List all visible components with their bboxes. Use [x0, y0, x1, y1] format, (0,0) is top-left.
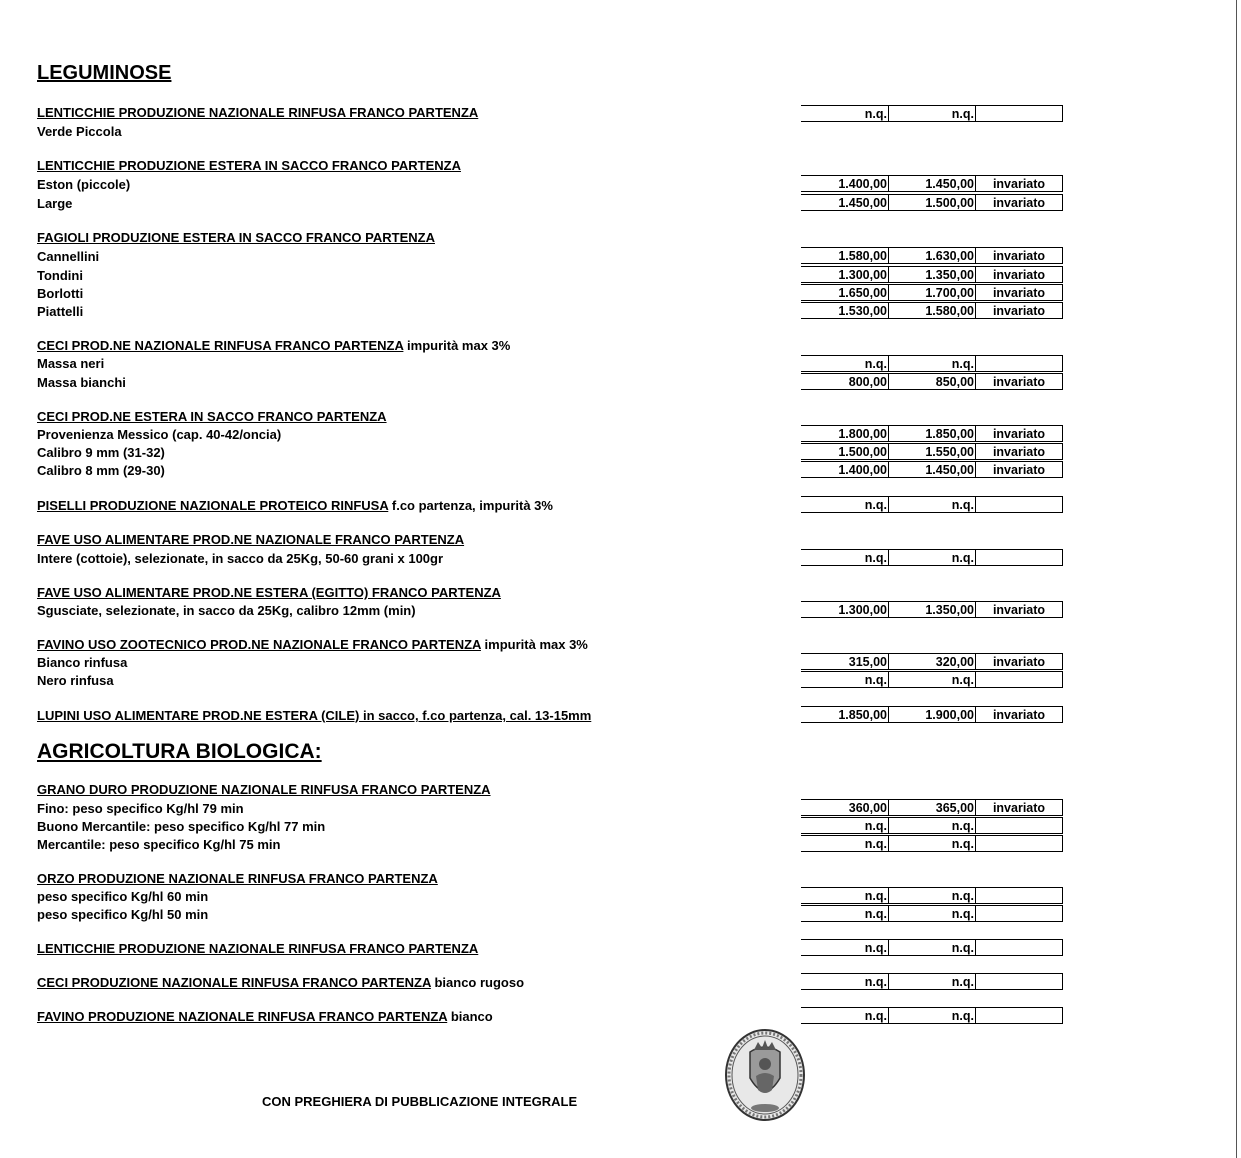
item-label: Buono Mercantile: peso specifico Kg/hl 77 min: [37, 819, 326, 834]
price-row: [801, 817, 1063, 834]
price-min: n.q.: [801, 836, 889, 851]
price-trend: invariato: [992, 654, 1046, 669]
price-max: 320,00: [889, 654, 976, 669]
price-max: n.q.: [889, 1008, 976, 1023]
price-max: n.q.: [889, 550, 976, 565]
favino-title: FAVINO USO ZOOTECNICO PROD.NE NAZIONALE FRANCO PARTENZA impurità max 3%: [37, 637, 588, 652]
price-trend: [976, 1008, 1062, 1023]
price-min: 1.450,00: [801, 195, 889, 210]
price-row: [801, 496, 1063, 513]
item-label: peso specifico Kg/hl 50 min: [37, 907, 209, 922]
variety-label: Verde Piccola: [37, 124, 122, 139]
price-max: n.q.: [889, 497, 976, 512]
price-max: 1.900,00: [889, 707, 976, 722]
price-min: n.q.: [801, 1008, 889, 1023]
price-trend: [976, 818, 1062, 833]
price-min: 1.300,00: [801, 602, 889, 617]
price-min: 1.580,00: [801, 248, 889, 263]
item-label: Calibro 8 mm (29-30): [37, 463, 165, 478]
price-row: [801, 835, 1063, 852]
price-max: n.q.: [889, 888, 976, 903]
price-row: [801, 653, 1063, 670]
item-label: Fino: peso specifico Kg/hl 79 min: [37, 801, 244, 816]
section-title-leguminose: LEGUMINOSE: [37, 62, 172, 84]
price-trend: [976, 836, 1062, 851]
price-max: 1.700,00: [889, 285, 976, 300]
price-trend: [976, 974, 1062, 989]
price-min: 1.500,00: [801, 444, 889, 459]
price-trend: invariato: [992, 248, 1046, 263]
price-min: n.q.: [801, 497, 889, 512]
price-row: [801, 671, 1063, 688]
footer-note: CON PREGHIERA DI PUBBLICAZIONE INTEGRALE: [262, 1094, 578, 1109]
price-min: n.q.: [801, 906, 889, 921]
price-row: [801, 461, 1063, 478]
piselli-title: PISELLI PRODUZIONE NAZIONALE PROTEICO RINFUSA f.co partenza, impurità 3%: [37, 498, 553, 513]
price-max: n.q.: [889, 356, 976, 371]
price-trend: invariato: [992, 303, 1046, 318]
price-trend: [976, 550, 1062, 565]
fave-est-title: FAVE USO ALIMENTARE PROD.NE ESTERA (EGITTO) FRANCO PARTENZA: [37, 585, 501, 600]
official-seal-icon: [724, 1028, 806, 1122]
item-label: Tondini: [37, 268, 83, 283]
favino-note: impurità max 3%: [480, 637, 588, 652]
price-row: [801, 425, 1063, 442]
price-trend: [976, 356, 1062, 371]
ceci-est-title: CECI PROD.NE ESTERA IN SACCO FRANCO PARTENZA: [37, 409, 387, 424]
bio-favino-note: bianco: [447, 1009, 493, 1024]
item-label: Intere (cottoie), selezionate, in sacco da 25Kg, 50-60 grani x 100gr: [37, 551, 444, 566]
price-row: [801, 905, 1063, 922]
orzo-title: ORZO PRODUZIONE NAZIONALE RINFUSA FRANCO PARTENZA: [37, 871, 438, 886]
price-row: [801, 284, 1063, 301]
price-max: n.q.: [889, 106, 976, 121]
piselli-note: f.co partenza, impurità 3%: [388, 498, 553, 513]
price-min: 315,00: [801, 654, 889, 669]
price-trend: invariato: [992, 267, 1046, 282]
price-min: n.q.: [801, 940, 889, 955]
price-trend: invariato: [992, 602, 1046, 617]
bio-favino-title: FAVINO PRODUZIONE NAZIONALE RINFUSA FRANCO PARTENZA bianco: [37, 1009, 493, 1024]
price-row: [801, 706, 1063, 723]
price-min: 800,00: [801, 374, 889, 389]
page-edge: [1236, 0, 1237, 1158]
price-trend: [976, 906, 1062, 921]
item-label: Cannellini: [37, 249, 100, 264]
price-row: [801, 247, 1063, 264]
bio-ceci-note: bianco rugoso: [430, 975, 525, 990]
price-max: 1.850,00: [889, 426, 976, 441]
item-label: peso specifico Kg/hl 60 min: [37, 889, 209, 904]
item-label: Massa bianchi: [37, 375, 126, 390]
price-trend: invariato: [992, 195, 1046, 210]
price-trend: invariato: [992, 374, 1046, 389]
item-label: Nero rinfusa: [37, 673, 114, 688]
price-trend: invariato: [992, 707, 1046, 722]
price-min: 1.400,00: [801, 462, 889, 477]
price-min: n.q.: [801, 356, 889, 371]
section-title-bio: AGRICOLTURA BIOLOGICA:: [37, 740, 322, 763]
price-trend: invariato: [992, 800, 1046, 815]
price-row: [801, 549, 1063, 566]
price-max: n.q.: [889, 906, 976, 921]
lenticchie-naz-title: LENTICCHIE PRODUZIONE NAZIONALE RINFUSA FRANCO PARTENZA: [37, 105, 479, 120]
item-label: Sgusciate, selezionate, in sacco da 25Kg, calibro 12mm (min): [37, 603, 416, 618]
item-label: Large: [37, 196, 73, 211]
price-trend: [976, 497, 1062, 512]
price-max: 1.580,00: [889, 303, 976, 318]
price-trend: invariato: [992, 462, 1046, 477]
price-row: [801, 194, 1063, 211]
price-min: n.q.: [801, 550, 889, 565]
price-min: 1.850,00: [801, 707, 889, 722]
price-row: [801, 105, 1063, 122]
price-min: 1.400,00: [801, 176, 889, 191]
price-min: n.q.: [801, 106, 889, 121]
price-row: [801, 601, 1063, 618]
price-min: n.q.: [801, 974, 889, 989]
bio-ceci-title: CECI PRODUZIONE NAZIONALE RINFUSA FRANCO PARTENZA bianco rugoso: [37, 975, 525, 990]
item-label: Piattelli: [37, 304, 84, 319]
price-max: 365,00: [889, 800, 976, 815]
price-max: n.q.: [889, 836, 976, 851]
price-trend: invariato: [992, 426, 1046, 441]
price-row: [801, 175, 1063, 192]
price-row: [801, 302, 1063, 319]
price-row: [801, 266, 1063, 283]
price-max: 1.450,00: [889, 176, 976, 191]
price-max: n.q.: [889, 818, 976, 833]
price-min: 1.800,00: [801, 426, 889, 441]
price-min: 1.300,00: [801, 267, 889, 282]
item-label: Mercantile: peso specifico Kg/hl 75 min: [37, 837, 281, 852]
price-min: 1.650,00: [801, 285, 889, 300]
grano-title: GRANO DURO PRODUZIONE NAZIONALE RINFUSA FRANCO PARTENZA: [37, 782, 491, 797]
bio-lenticchie-title: LENTICCHIE PRODUZIONE NAZIONALE RINFUSA FRANCO PARTENZA: [37, 941, 479, 956]
price-min: n.q.: [801, 818, 889, 833]
lupini-title: LUPINI USO ALIMENTARE PROD.NE ESTERA (CILE) in sacco, f.co partenza, cal. 13-15mm: [37, 708, 592, 723]
price-max: 1.550,00: [889, 444, 976, 459]
price-trend: invariato: [992, 176, 1046, 191]
price-trend: [976, 672, 1062, 687]
price-max: n.q.: [889, 940, 976, 955]
price-row: [801, 443, 1063, 460]
price-row: [801, 355, 1063, 372]
item-label: Eston (piccole): [37, 177, 131, 192]
ceci-naz-title: CECI PROD.NE NAZIONALE RINFUSA FRANCO PARTENZA impurità max 3%: [37, 338, 511, 353]
item-label: Bianco rinfusa: [37, 655, 128, 670]
price-trend: invariato: [992, 444, 1046, 459]
item-label: Borlotti: [37, 286, 84, 301]
item-label: Calibro 9 mm (31-32): [37, 445, 165, 460]
price-max: 1.350,00: [889, 267, 976, 282]
price-row: [801, 373, 1063, 390]
price-row: [801, 887, 1063, 904]
ceci-naz-note: impurità max 3%: [403, 338, 511, 353]
lenticchie-est-title: LENTICCHIE PRODUZIONE ESTERA IN SACCO FRANCO PARTENZA: [37, 158, 461, 173]
price-row: [801, 939, 1063, 956]
fave-naz-title: FAVE USO ALIMENTARE PROD.NE NAZIONALE FRANCO PARTENZA: [37, 532, 465, 547]
price-trend: invariato: [992, 285, 1046, 300]
price-max: 1.500,00: [889, 195, 976, 210]
fagioli-title: FAGIOLI PRODUZIONE ESTERA IN SACCO FRANCO PARTENZA: [37, 230, 435, 245]
price-max: 1.630,00: [889, 248, 976, 263]
item-label: Provenienza Messico (cap. 40-42/oncia): [37, 427, 282, 442]
price-trend: [976, 940, 1062, 955]
price-min: 360,00: [801, 800, 889, 815]
price-max: n.q.: [889, 672, 976, 687]
price-row: [801, 973, 1063, 990]
price-min: n.q.: [801, 888, 889, 903]
price-trend: [976, 888, 1062, 903]
price-max: 850,00: [889, 374, 976, 389]
price-min: n.q.: [801, 672, 889, 687]
price-max: n.q.: [889, 974, 976, 989]
price-min: 1.530,00: [801, 303, 889, 318]
price-trend: [976, 106, 1062, 121]
price-row: [801, 1007, 1063, 1024]
item-label: Massa neri: [37, 356, 105, 371]
price-max: 1.450,00: [889, 462, 976, 477]
price-max: 1.350,00: [889, 602, 976, 617]
price-row: [801, 799, 1063, 816]
